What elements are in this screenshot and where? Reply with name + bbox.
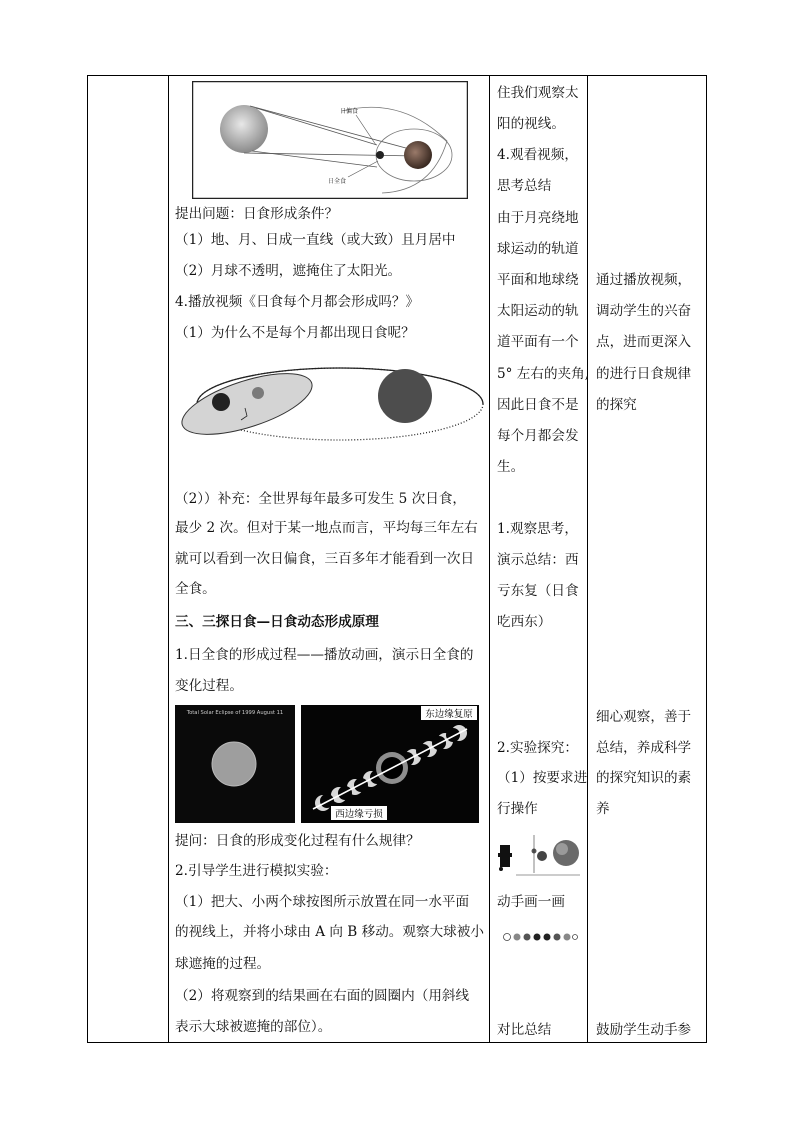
text-line: 总结，养成科学 — [596, 740, 692, 756]
text-line: （2）月球不透明，遮掩住了太阳光。 — [175, 263, 402, 279]
earth-shape — [212, 393, 230, 411]
text-line: 鼓励学生动手参 — [596, 1022, 692, 1038]
text-line: 变化过程。 — [175, 678, 243, 694]
text-line: 吃西东） — [497, 614, 552, 630]
text-line: 就可以看到一次日偏食，三百多年才能看到一次日 — [175, 551, 475, 567]
text-line: 太阳运动的轨 — [497, 303, 579, 319]
text-line: 球遮掩的过程。 — [175, 956, 271, 972]
text-line: （2））补充：全世界每年最多可发生 5 次日食， — [175, 491, 467, 507]
photo-caption: Total Solar Eclipse of 1999 August 11 — [186, 710, 284, 716]
moon-shape — [252, 387, 264, 399]
text-line: 平面和地球绕 — [497, 272, 579, 288]
experiment-apparatus-image — [496, 829, 582, 881]
orbit-plane-diagram — [175, 356, 485, 466]
earth-shape — [404, 141, 432, 169]
text-line: （1）把大、小两个球按图所示放置在同一水平面 — [175, 894, 470, 910]
drawing-circles-image — [502, 929, 578, 945]
text-line: 演示总结：西 — [497, 552, 579, 568]
total-eclipse-label: 日全食 — [328, 178, 347, 185]
text-line: 住我们观察太 — [497, 85, 579, 101]
text-line: 点，进而更深入 — [596, 334, 692, 350]
text-line: 行操作 — [497, 801, 538, 817]
teacher-activity-column — [169, 76, 490, 1042]
sun-shape — [220, 105, 268, 153]
partial-eclipse-label: 日偏食 — [340, 108, 359, 115]
text-line: 的探究 — [596, 397, 637, 413]
text-line: 道平面有一个 — [497, 334, 579, 350]
text-line: 每个月都会发 — [497, 428, 579, 444]
text-line: 提出问题：日食形成条件？ — [175, 206, 339, 222]
text-line: （1）为什么不是每个月都出现日食呢？ — [175, 325, 415, 341]
text-line: 的探究知识的素 — [596, 770, 692, 786]
text-line: （2）将观察到的结果画在右面的圆圈内（用斜线 — [175, 988, 470, 1004]
student-activity-column — [490, 76, 588, 1042]
text-line: 由于月亮绕地 — [497, 210, 579, 226]
photo-label-top: 东边缘复原 — [425, 709, 473, 720]
text-line: 对比总结 — [497, 1022, 552, 1038]
text-line: 生。 — [497, 459, 525, 475]
text-line: 球运动的轨道 — [497, 241, 579, 257]
sun-shape — [378, 369, 432, 423]
text-line: 动手画一画 — [497, 894, 565, 910]
text-line: 阳的视线。 — [497, 116, 565, 132]
text-line: 2.引导学生进行模拟实验： — [175, 863, 338, 879]
text-line: 提问：日食的形成变化过程有什么规律？ — [175, 833, 420, 849]
text-line: 1.观察思考， — [497, 521, 578, 537]
text-line: （1）按要求进 — [497, 770, 588, 786]
section-heading: 三、三探日食—日食动态形成原理 — [175, 614, 379, 630]
text-line: 通过播放视频， — [596, 272, 692, 288]
eclipse-sequence-photo — [301, 705, 479, 823]
text-line: 的视线上，并将小球由 A 向 B 移动。观察大球被小 — [175, 924, 484, 940]
text-line: 4.播放视频《日食每个月都会形成吗？》 — [175, 294, 420, 310]
design-intent-column — [588, 76, 707, 1042]
text-line: 养 — [596, 801, 610, 817]
text-line: 表示大球被遮掩的部位）。 — [175, 1019, 332, 1035]
text-line: 调动学生的兴奋 — [596, 303, 692, 319]
eclipse-condition-diagram — [192, 81, 468, 199]
text-line: 细心观察，善于 — [596, 709, 692, 725]
text-line: 因此日食不是 — [497, 397, 579, 413]
lesson-table — [87, 75, 707, 1043]
text-line: 思考总结 — [497, 178, 552, 194]
text-line: 5° 左右的夹角, — [497, 366, 590, 382]
text-line: 最少 2 次。但对于某一地点而言，平均每三年左右 — [175, 520, 478, 536]
section-column — [88, 76, 168, 1042]
text-line: 亏东复（日食 — [497, 583, 579, 599]
photo-label-bottom: 西边缘亏损 — [335, 809, 383, 820]
text-line: 的进行日食规律 — [596, 366, 692, 382]
text-line: 全食。 — [175, 581, 216, 597]
moon-shape — [376, 151, 384, 159]
text-line: （1）地、月、日成一直线（或大致）且月居中 — [175, 232, 456, 248]
total-eclipse-photo — [175, 705, 295, 823]
text-line: 2.实验探究： — [497, 740, 578, 756]
text-line: 4.观看视频， — [497, 147, 578, 163]
text-line: 1.日全食的形成过程——播放动画，演示日全食的 — [175, 647, 474, 663]
